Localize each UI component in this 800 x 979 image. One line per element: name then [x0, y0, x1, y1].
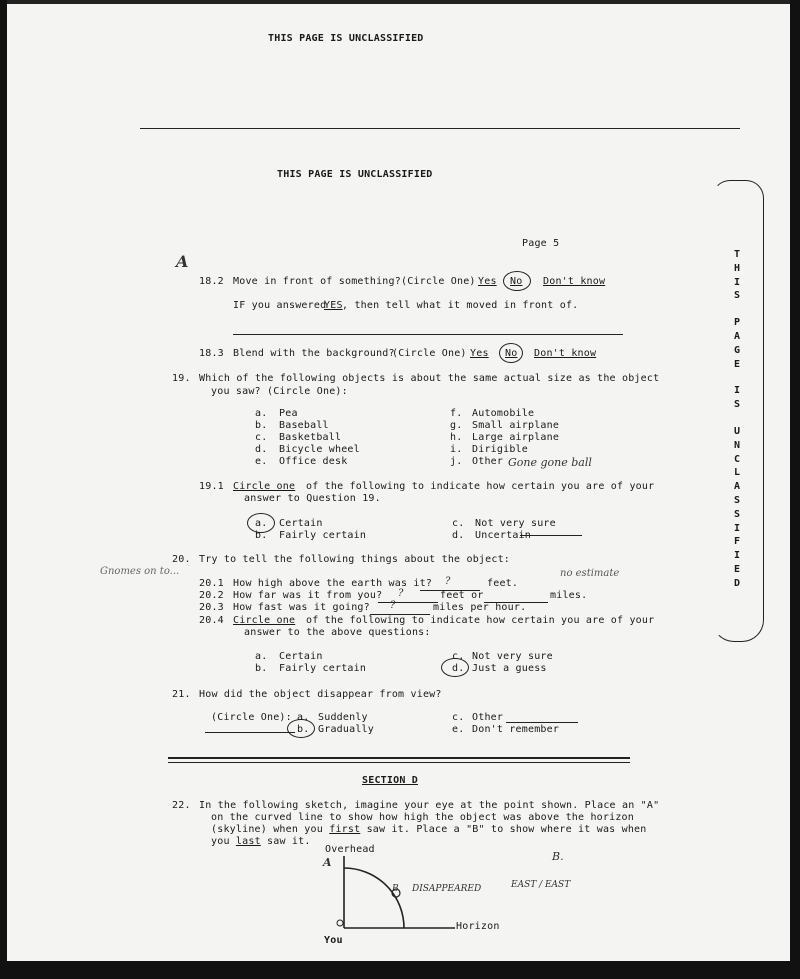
q21-opt-c-label[interactable]: Other [472, 712, 504, 723]
q19-option-letter[interactable]: b. [255, 420, 268, 431]
side-stamp-letter: I [733, 550, 741, 562]
q18-2-followup-pre: IF you answered [233, 300, 327, 311]
q20-4-circle-one: Circle one [233, 615, 296, 626]
q22-line3-post: saw it. Place a "B" to show where it was when [366, 824, 647, 835]
header-unclassified-top: THIS PAGE IS UNCLASSIFIED [268, 33, 424, 44]
q22-line4-last: last [235, 836, 261, 847]
q19-1-opt-c-letter[interactable]: c. [452, 518, 465, 529]
handwritten-mark-a: A [176, 252, 189, 271]
q20-4-opt-a-label[interactable]: Certain [279, 651, 323, 662]
q20-4-opt-c-letter[interactable]: c. [452, 651, 465, 662]
q20-4-number: 20.4 [199, 615, 224, 626]
side-stamp-letter: P [733, 317, 741, 329]
film-border-top [0, 0, 800, 4]
q19-number: 19. [172, 373, 191, 384]
q18-3-no[interactable]: No [505, 348, 518, 359]
q22-number: 22. [172, 800, 191, 811]
side-stamp-letter: A [733, 330, 741, 342]
side-stamp-unclassified [730, 248, 744, 591]
q20-1-unit: feet. [487, 578, 519, 589]
side-stamp-letter: A [733, 481, 741, 493]
q18-2-number: 18.2 [199, 276, 224, 287]
q19-option-letter[interactable]: e. [255, 456, 268, 467]
q21-handwritten-stroke [205, 732, 295, 733]
q19-1-number: 19.1 [199, 481, 224, 492]
q19-option-letter[interactable]: g. [450, 420, 463, 431]
q19-option-letter[interactable]: j. [450, 456, 463, 467]
divider-top [140, 128, 740, 129]
q20-1-handwritten: ? [445, 576, 451, 587]
q20-4-opt-d-circled [441, 658, 469, 677]
side-stamp-letter: U [733, 425, 741, 437]
q22-line4-pre: you [211, 836, 230, 847]
q22-line3-first: first [329, 824, 361, 835]
side-stamp-letter: F [733, 536, 741, 548]
q19-option-label[interactable]: Large airplane [472, 432, 560, 443]
q22-line1: In the following sketch, imagine your eye at the point shown. Place an "A" [199, 800, 660, 811]
q21-opt-e-label[interactable]: Don't remember [472, 724, 560, 735]
q21-opt-a-label[interactable]: Suddenly [318, 712, 368, 723]
q20-text: Try to tell the following things about the object: [199, 554, 511, 565]
q20-3-number: 20.3 [199, 602, 224, 613]
side-stamp-letter: H [733, 262, 741, 274]
film-border-right [790, 0, 800, 979]
q19-1-line1: of the following to indicate how certain you are of your [306, 481, 655, 492]
q18-2-circle-one: (Circle One) [401, 276, 476, 287]
side-stamp-letter: C [733, 453, 741, 465]
q20-4-opt-c-label[interactable]: Not very sure [472, 651, 553, 662]
q19-1-opt-a-label[interactable]: Certain [279, 518, 323, 529]
sketch-you-label: You [324, 935, 343, 946]
q22-line3-pre: (skyline) when you [211, 824, 323, 835]
q19-option-label[interactable]: Other [472, 456, 504, 467]
q19-option-letter[interactable]: h. [450, 432, 463, 443]
q20-3-text: How fast was it going? [233, 602, 370, 613]
sketch-eye-point [337, 920, 343, 926]
q19-1-opt-d-letter[interactable]: d. [452, 530, 465, 541]
side-stamp-letter: S [733, 290, 741, 302]
q20-2-unit: miles. [550, 590, 588, 601]
side-stamp-letter: G [733, 344, 741, 356]
side-stamp-letter: T [733, 249, 741, 260]
q21-circle-one: (Circle One): [211, 712, 292, 723]
q19-option-letter[interactable]: a. [255, 408, 268, 419]
q19-option-label[interactable]: Bicycle wheel [279, 444, 360, 455]
q19-option-letter[interactable]: c. [255, 432, 268, 443]
q22-line4-post: saw it. [267, 836, 311, 847]
q18-2-followup-yes: YES [324, 300, 343, 311]
q19-option-label[interactable]: Small airplane [472, 420, 560, 431]
sketch-mark-a: A [323, 856, 332, 869]
q19-line2: you saw? (Circle One): [211, 386, 348, 397]
q18-2-no-circled [503, 271, 531, 291]
q20-4-opt-a-letter[interactable]: a. [255, 651, 268, 662]
q19-1-opt-a-letter[interactable]: a. [255, 518, 268, 529]
q18-2-text: Move in front of something? [233, 276, 401, 287]
sketch-b-note: B. [552, 850, 564, 863]
q18-3-no-circled [499, 343, 523, 363]
q20-3-handwritten: ? [390, 600, 396, 611]
side-stamp-letter: L [733, 467, 741, 479]
sketch-note-disappeared: DISAPPEARED [412, 884, 482, 894]
q18-3-dont-know[interactable]: Don't know [534, 348, 597, 359]
q18-3-yes[interactable]: Yes [470, 348, 489, 359]
q21-opt-b-circled [287, 719, 315, 738]
side-stamp-letter: E [733, 563, 741, 575]
side-stamp-letter: S [733, 508, 741, 520]
q20-number: 20. [172, 554, 191, 565]
section-d-heading: SECTION D [362, 775, 418, 786]
sketch-note-east: EAST / EAST [511, 880, 571, 890]
header-unclassified: THIS PAGE IS UNCLASSIFIED [277, 169, 433, 180]
q19-option-label[interactable]: Office desk [279, 456, 348, 467]
side-stamp-letter: S [733, 399, 741, 411]
q21-opt-e-letter[interactable]: e. [452, 724, 465, 735]
q18-2-followup-post: , then tell what it moved in front of. [342, 300, 579, 311]
q19-option-letter[interactable]: d. [255, 444, 268, 455]
q18-2-answer-line[interactable] [233, 334, 623, 335]
side-stamp-letter: N [733, 439, 741, 451]
q18-3-number: 18.3 [199, 348, 224, 359]
q20-right-handwritten: no estimate [560, 568, 620, 579]
q21-text: How did the object disappear from view? [199, 689, 442, 700]
q19-1-strike [520, 535, 582, 536]
q19-option-label[interactable]: Basketball [279, 432, 342, 443]
q19-line1: Which of the following objects is about the same actual size as the object [199, 373, 660, 384]
q20-1-text: How high above the earth was it? [233, 578, 433, 589]
q18-3-text: Blend with the background? [233, 348, 395, 359]
q18-2-yes[interactable]: Yes [478, 276, 497, 287]
q19-1-opt-d-label[interactable]: Uncertain [475, 530, 531, 541]
side-stamp-letter: I [733, 385, 741, 397]
q20-2-handwritten: ? [398, 588, 404, 599]
q20-3-unit: miles per hour. [433, 602, 527, 613]
section-divider-1 [168, 757, 630, 759]
q20-2-number: 20.2 [199, 590, 224, 601]
q21-other-line[interactable] [506, 722, 578, 723]
q19-1-opt-b-label[interactable]: Fairly certain [279, 530, 367, 541]
q19-option-label[interactable]: Dirigible [472, 444, 528, 455]
q18-3-circle-one: (Circle One) [392, 348, 467, 359]
q20-4-line1: of the following to indicate how certain you are of your [306, 615, 655, 626]
side-stamp-letter: I [733, 276, 741, 288]
q21-opt-c-letter[interactable]: c. [452, 712, 465, 723]
q22-line3 [211, 824, 647, 835]
q19-option-letter[interactable]: i. [450, 444, 463, 455]
film-border-bottom [0, 961, 800, 979]
sketch-overhead-label: Overhead [325, 844, 375, 855]
side-stamp-letter: S [733, 494, 741, 506]
side-stamp-letter: I [733, 522, 741, 534]
q21-opt-b-label[interactable]: Gradually [318, 724, 374, 735]
q20-4-opt-b-label[interactable]: Fairly certain [279, 663, 367, 674]
side-stamp-letter: E [733, 358, 741, 370]
q20-4-opt-d-label[interactable]: Just a guess [472, 663, 547, 674]
q19-1-opt-b-letter[interactable]: b. [255, 530, 268, 541]
q19-option-label[interactable]: Pea [279, 408, 298, 419]
film-border-left [0, 0, 7, 979]
q19-1-opt-c-label[interactable]: Not very sure [475, 518, 556, 529]
q20-4-opt-d-letter[interactable]: d. [452, 663, 465, 674]
q20-4-line2: answer to the above questions: [244, 627, 431, 638]
q18-2-dont-know[interactable]: Don't know [543, 276, 606, 287]
q20-2-feet-line[interactable] [378, 602, 438, 603]
section-divider-2 [168, 762, 630, 763]
q20-1-number: 20.1 [199, 578, 224, 589]
q20-2-text: How far was it from you? [233, 590, 383, 601]
q19-1-line2: answer to Question 19. [244, 493, 381, 504]
q20-2-mid: feet or [440, 590, 484, 601]
q19-other-handwritten: Gone gone ball [508, 456, 592, 469]
q22-line4 [211, 836, 311, 847]
q21-opt-b-letter[interactable]: b. [297, 724, 310, 735]
q19-option-label[interactable]: Automobile [472, 408, 535, 419]
q21-number: 21. [172, 689, 191, 700]
q22-line2: on the curved line to show how high the object was above the horizon [211, 812, 634, 823]
q20-margin-handwritten: Gnomes on to... [100, 566, 180, 577]
sketch-arc [344, 868, 404, 928]
q21-opt-a-letter[interactable]: a. [297, 712, 310, 723]
q20-4-opt-b-letter[interactable]: b. [255, 663, 268, 674]
q18-2-no[interactable]: No [510, 276, 523, 287]
q19-option-letter[interactable]: f. [450, 408, 463, 419]
sketch-horizon-label: Horizon [456, 921, 500, 932]
q19-option-label[interactable]: Baseball [279, 420, 329, 431]
sketch-mark-b: B [392, 884, 399, 894]
q19-1-circle-one: Circle one [233, 481, 296, 492]
side-stamp-letter: D [733, 577, 741, 589]
page-number: Page 5 [522, 238, 560, 249]
